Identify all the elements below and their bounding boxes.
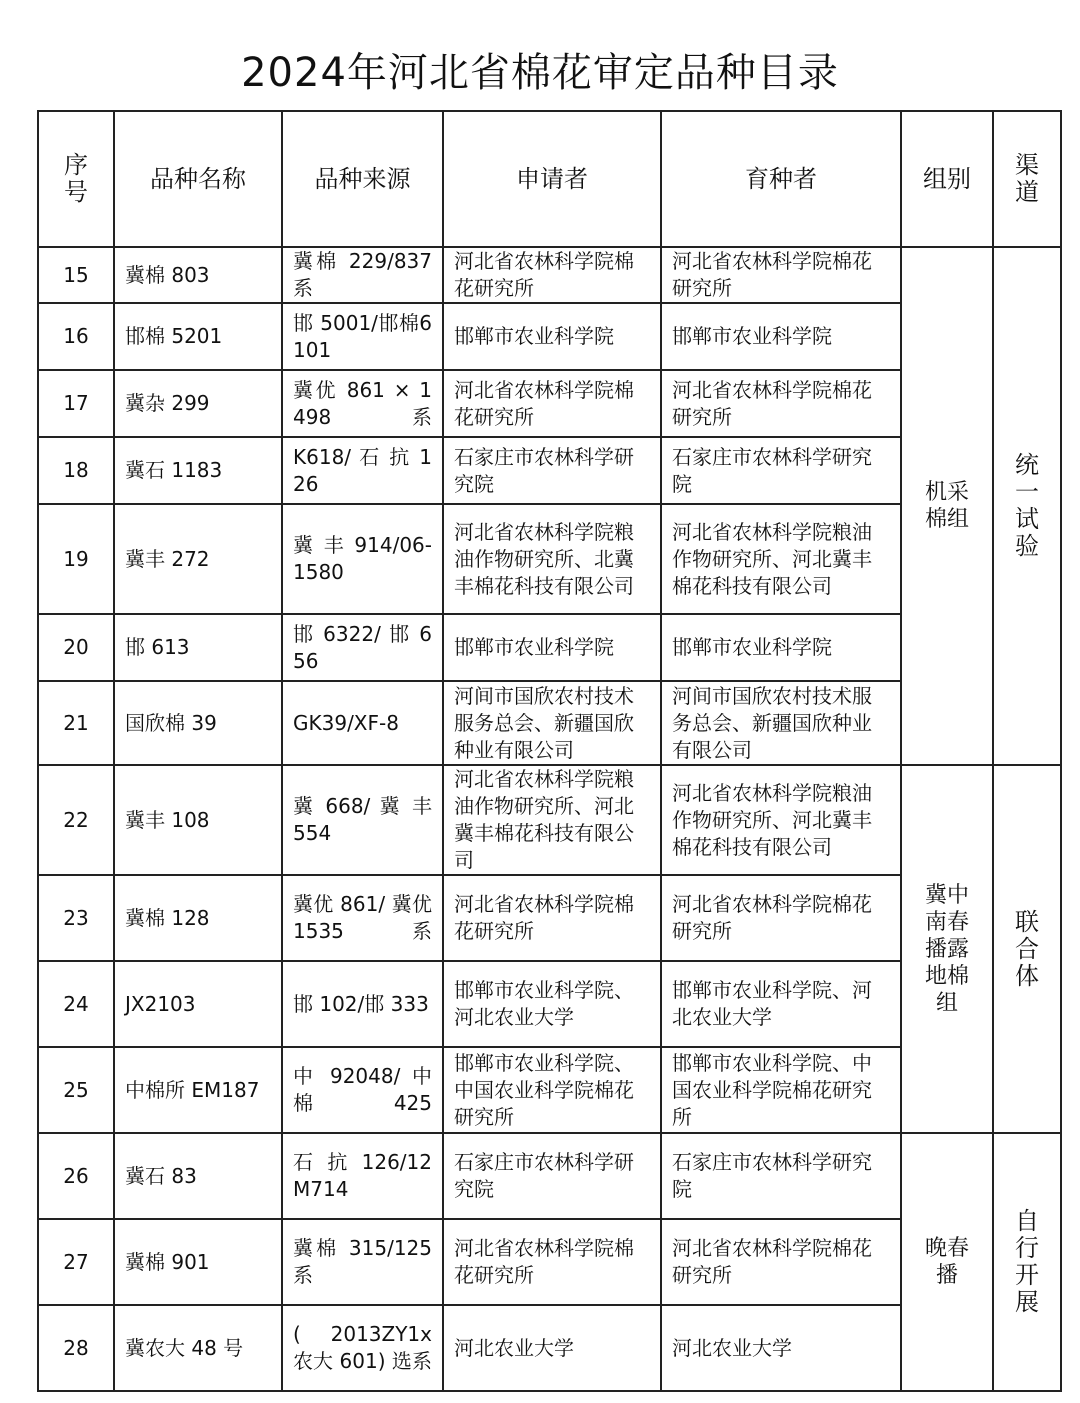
row-breeder: 河北省农林科学院棉花研究所 bbox=[661, 1219, 901, 1305]
row-source: 冀优 861/ 冀优 1535系 bbox=[282, 875, 443, 961]
row-applicant: 邯郸市农业科学院、中国农业科学院棉花研究所 bbox=[443, 1047, 661, 1133]
row-breeder: 河北省农林科学院粮油作物研究所、河北冀丰棉花科技有限公司 bbox=[661, 504, 901, 614]
header-applicant: 申请者 bbox=[443, 111, 661, 247]
row-seq: 27 bbox=[38, 1219, 114, 1305]
header-group: 组别 bbox=[901, 111, 993, 247]
row-breeder: 邯郸市农业科学院 bbox=[661, 303, 901, 370]
row-applicant: 河北省农林科学院棉花研究所 bbox=[443, 1219, 661, 1305]
row-seq: 23 bbox=[38, 875, 114, 961]
row-source: 石 抗 126/12M714 bbox=[282, 1133, 443, 1219]
row-breeder: 河北省农林科学院棉花研究所 bbox=[661, 370, 901, 437]
row-name: 邯棉 5201 bbox=[114, 303, 282, 370]
row-seq: 18 bbox=[38, 437, 114, 504]
row-breeder: 石家庄市农林科学研究院 bbox=[661, 437, 901, 504]
channel-cell: 自行开展 bbox=[993, 1133, 1061, 1391]
row-breeder: 河北省农林科学院棉花研究所 bbox=[661, 875, 901, 961]
row-name: JX2103 bbox=[114, 961, 282, 1047]
row-seq: 24 bbox=[38, 961, 114, 1047]
row-name: 冀丰 272 bbox=[114, 504, 282, 614]
row-applicant: 石家庄市农林科学研究院 bbox=[443, 437, 661, 504]
row-applicant: 河北省农林科学院棉花研究所 bbox=[443, 875, 661, 961]
row-applicant: 石家庄市农林科学研究院 bbox=[443, 1133, 661, 1219]
row-name: 冀石 83 bbox=[114, 1133, 282, 1219]
row-breeder: 河间市国欣农村技术服务总会、新疆国欣种业有限公司 bbox=[661, 681, 901, 765]
row-source: 冀优 861 × 1498系 bbox=[282, 370, 443, 437]
row-applicant: 邯郸市农业科学院 bbox=[443, 614, 661, 681]
row-source: GK39/XF-8 bbox=[282, 681, 443, 765]
table-row bbox=[38, 247, 1061, 303]
row-applicant: 河北省农林科学院粮油作物研究所、北冀丰棉花科技有限公司 bbox=[443, 504, 661, 614]
row-seq: 22 bbox=[38, 765, 114, 875]
header-name: 品种名称 bbox=[114, 111, 282, 247]
header-seq: 序号 bbox=[38, 111, 114, 247]
row-applicant: 邯郸市农业科学院、河北农业大学 bbox=[443, 961, 661, 1047]
row-source: K618/ 石 抗 126 bbox=[282, 437, 443, 504]
row-seq: 28 bbox=[38, 1305, 114, 1391]
row-source: 邯 102/邯 333 bbox=[282, 961, 443, 1047]
row-seq: 26 bbox=[38, 1133, 114, 1219]
row-name: 国欣棉 39 bbox=[114, 681, 282, 765]
row-seq: 17 bbox=[38, 370, 114, 437]
row-source: 冀 668/ 冀 丰 554 bbox=[282, 765, 443, 875]
row-name: 邯 613 bbox=[114, 614, 282, 681]
row-name: 冀棉 803 bbox=[114, 247, 282, 303]
header-row bbox=[38, 111, 1061, 247]
row-breeder: 邯郸市农业科学院 bbox=[661, 614, 901, 681]
row-name: 冀棉 128 bbox=[114, 875, 282, 961]
channel-cell: 统一试验 bbox=[993, 247, 1061, 765]
row-seq: 19 bbox=[38, 504, 114, 614]
row-seq: 20 bbox=[38, 614, 114, 681]
row-source: 中 92048/ 中棉 425 bbox=[282, 1047, 443, 1133]
page-title: 2024年河北省棉花审定品种目录 bbox=[241, 49, 839, 96]
row-name: 冀农大 48 号 bbox=[114, 1305, 282, 1391]
row-source: 冀棉 315/125系 bbox=[282, 1219, 443, 1305]
row-name: 冀丰 108 bbox=[114, 765, 282, 875]
row-source: ( 2013ZY1x 农大 601) 选系 bbox=[282, 1305, 443, 1391]
row-breeder: 石家庄市农林科学研究院 bbox=[661, 1133, 901, 1219]
row-name: 中棉所 EM187 bbox=[114, 1047, 282, 1133]
group-cell: 晚春播 bbox=[901, 1133, 993, 1391]
group-cell: 冀中南春播露地棉组 bbox=[901, 765, 993, 1133]
channel-cell: 联合体 bbox=[993, 765, 1061, 1133]
row-seq: 21 bbox=[38, 681, 114, 765]
row-breeder: 邯郸市农业科学院、中国农业科学院棉花研究所 bbox=[661, 1047, 901, 1133]
row-seq: 16 bbox=[38, 303, 114, 370]
row-name: 冀棉 901 bbox=[114, 1219, 282, 1305]
row-applicant: 河北省农林科学院棉花研究所 bbox=[443, 247, 661, 303]
row-source: 冀 丰 914/06-1580 bbox=[282, 504, 443, 614]
row-seq: 15 bbox=[38, 247, 114, 303]
row-breeder: 河北省农林科学院棉花研究所 bbox=[661, 247, 901, 303]
row-applicant: 河北省农林科学院粮油作物研究所、河北冀丰棉花科技有限公司 bbox=[443, 765, 661, 875]
row-seq: 25 bbox=[38, 1047, 114, 1133]
row-name: 冀杂 299 bbox=[114, 370, 282, 437]
row-breeder: 河北农业大学 bbox=[661, 1305, 901, 1391]
row-name: 冀石 1183 bbox=[114, 437, 282, 504]
row-applicant: 河北农业大学 bbox=[443, 1305, 661, 1391]
row-applicant: 河间市国欣农村技术服务总会、新疆国欣种业有限公司 bbox=[443, 681, 661, 765]
row-breeder: 河北省农林科学院粮油作物研究所、河北冀丰棉花科技有限公司 bbox=[661, 765, 901, 875]
row-applicant: 邯郸市农业科学院 bbox=[443, 303, 661, 370]
header-channel: 渠道 bbox=[993, 111, 1061, 247]
header-source: 品种来源 bbox=[282, 111, 443, 247]
variety-table bbox=[37, 110, 1062, 1392]
row-source: 冀棉 229/837系 bbox=[282, 247, 443, 303]
row-breeder: 邯郸市农业科学院、河北农业大学 bbox=[661, 961, 901, 1047]
group-cell: 机采棉组 bbox=[901, 247, 993, 765]
row-source: 邯 5001/邯棉6101 bbox=[282, 303, 443, 370]
header-breeder: 育种者 bbox=[661, 111, 901, 247]
table-row bbox=[38, 765, 1061, 875]
table-row bbox=[38, 1133, 1061, 1219]
row-source: 邯 6322/ 邯 656 bbox=[282, 614, 443, 681]
row-applicant: 河北省农林科学院棉花研究所 bbox=[443, 370, 661, 437]
